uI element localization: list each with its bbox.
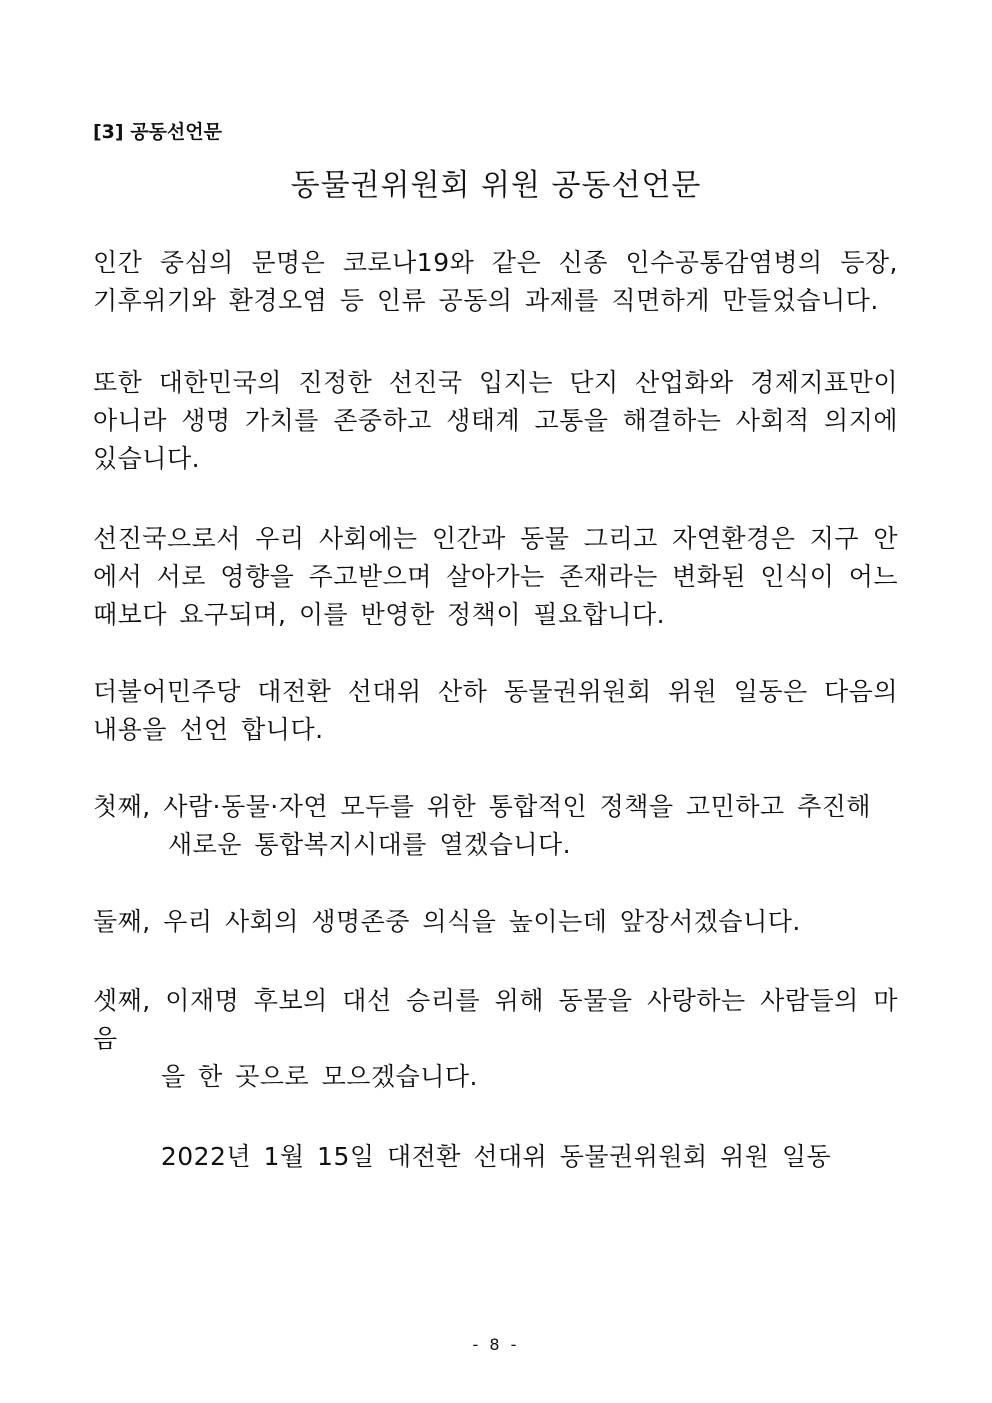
declaration-first <box>93 788 898 864</box>
declaration-second-line1: 둘째, 우리 사회의 생명존중 의식을 높이는데 앞장서겠습니다. <box>93 907 801 936</box>
paragraph-3: 선진국으로서 우리 사회에는 인간과 동물 그리고 자연환경은 지구 안에서 서로 영향을 주고받으며 살아가는 존재라는 변화된 인식이 어느 때보다 요구되며, 이를 반영한 정책이 필요합니다. <box>93 524 898 629</box>
declaration-first-line1: 첫째, 사람·동물·자연 모두를 위한 통합적인 정책을 고민하고 추진해 <box>93 792 872 821</box>
signature-line: 2022년 1월 15일 대전환 선대위 동물권위원회 위원 일동 <box>160 1142 832 1171</box>
paragraph-1: 인간 중심의 문명은 코로나19와 같은 신종 인수공통감염병의 등장, 기후위기와 환경오염 등 인류 공동의 과제를 직면하게 만들었습니다. <box>93 248 898 315</box>
declaration-first-line2: 새로운 통합복지시대를 열겠습니다. <box>168 830 572 859</box>
declaration-second <box>93 903 898 941</box>
declaration-third-line1: 셋째, 이재명 후보의 대선 승리를 위해 동물을 사랑하는 사람들의 마음 <box>93 986 898 1053</box>
section-label: [3] 공동선언문 <box>93 121 222 143</box>
declaration-third <box>93 982 898 1096</box>
document-title: 동물권위원회 위원 공동선언문 <box>290 168 702 203</box>
paragraph-2: 또한 대한민국의 진정한 선진국 입지는 단지 산업화와 경제지표만이 아니라 생명 가치를 존중하고 생태계 고통을 해결하는 사회적 의지에 있습니다. <box>93 368 898 473</box>
page-number: - 8 - <box>472 1335 520 1354</box>
paragraph-4: 더불어민주당 대전환 선대위 산하 동물권위원회 위원 일동은 다음의 내용을 선언 합니다. <box>93 677 898 744</box>
declaration-third-line2: 을 한 곳으로 모으겠습니다. <box>161 1062 478 1091</box>
